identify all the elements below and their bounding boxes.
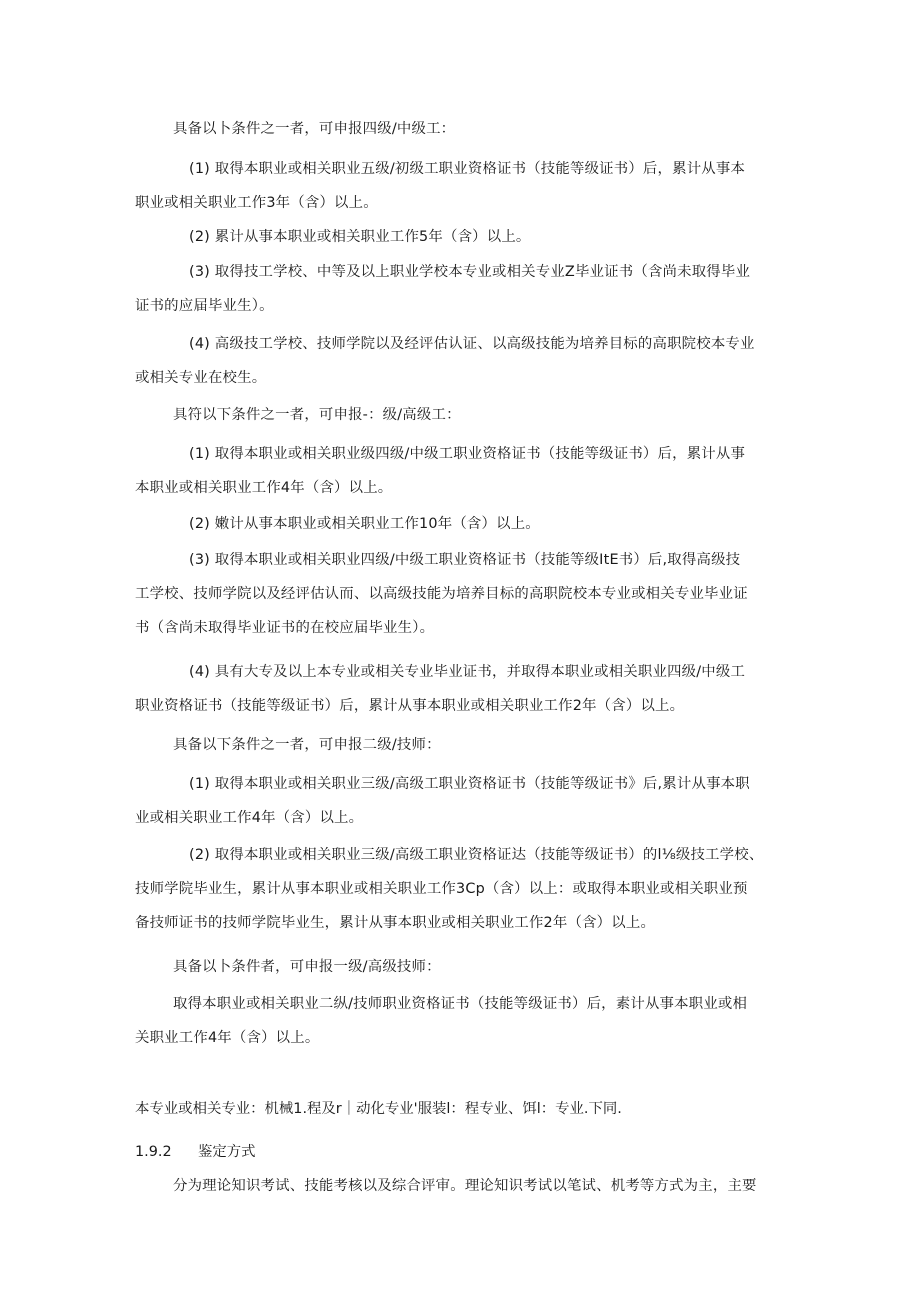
paragraph-advanced-cond-4 xyxy=(135,655,787,723)
text-line: (2) 嫩计从事本职业或相关职业工作10年（含）以上。 xyxy=(189,516,540,532)
section-title: 鉴定方式 xyxy=(198,1144,256,1160)
paragraph-technician-conditions xyxy=(135,728,787,762)
text-line: (1) 取得本职业或相关职业三级/高级工职业资格证书（技能等级证书》后,累计从事本职 xyxy=(189,776,750,792)
paragraph-technician-cond-2 xyxy=(135,838,787,940)
text-line: 证书的应届毕业生）。 xyxy=(135,298,274,314)
paragraph-technician-cond-1 xyxy=(135,767,787,835)
paragraph-advanced-cond-1 xyxy=(135,437,787,505)
paragraph-advanced-conditions xyxy=(135,398,787,432)
text-line: 职业资格证书（技能等级证书）后，累计从事本职业或相关职业工作2年（含）以上。 xyxy=(135,698,685,714)
text-line: 职业或相关职业工作3年（含）以上。 xyxy=(135,195,378,211)
text-line: (2) 累计从事本职业或相关职业工作5年（含）以上。 xyxy=(189,229,531,245)
text-line: (4) 具有大专及以上本专业或相关专业毕业证书，并取得本职业或相关职业四级/中级工 xyxy=(189,664,746,680)
text-line: (2) 取得本职业或相关职业三级/高级工职业资格证达（技能等级证书）的l⅛级技工学校、 xyxy=(189,847,764,863)
section-number: 1.9.2 xyxy=(135,1144,172,1160)
paragraph-intermediate-cond-3 xyxy=(135,255,787,323)
text-line: 分为理论知识考试、技能考核以及综合评审。理论知识考试以笔试、机考等方式为主，主要 xyxy=(173,1178,757,1194)
paragraph-intermediate-cond-4 xyxy=(135,327,787,395)
text-line: (1) 取得本职业或相关职业级四级/中级工职业资格证书（技能等级证书）后，累计从事 xyxy=(189,446,746,462)
section-heading xyxy=(135,1137,256,1167)
paragraph-intermediate-conditions xyxy=(135,112,787,146)
text-line: (1) 取得本职业或相关职业五级/初级工职业资格证书（技能等级证书）后，累计从事本 xyxy=(189,161,746,177)
text-line: 关职业工作4年（含）以上。 xyxy=(135,1030,320,1046)
text-line: 书（含尚未取得毕业证书的在校应届毕业生）。 xyxy=(135,620,435,636)
text-line: 具备以下条件之一者，可申报二级/技师： xyxy=(173,737,441,753)
text-line: 技师学院毕业生，累计从事本职业或相关职业工作3Cp（含）以上：或取得本职业或相关职业预 xyxy=(135,881,748,897)
text-line: (3) 取得技工学校、中等及以上职业学校本专业或相关专业Z毕业证书（含尚未取得毕业 xyxy=(189,264,751,280)
paragraph-intermediate-cond-1 xyxy=(135,152,787,220)
paragraph-senior-technician-cond xyxy=(135,987,787,1055)
paragraph-intermediate-cond-2 xyxy=(135,220,787,254)
text-line: 具符以下条件之一者，可申报-：级/高级工： xyxy=(173,407,461,423)
text-line: 具备以卜条件者，可申报一级/高级技师： xyxy=(173,959,441,975)
paragraph-advanced-cond-2 xyxy=(135,507,787,541)
text-line: (4) 高级技工学校、技师学院以及经评估认证、以高级技能为培养目标的高职院校本专业 xyxy=(189,336,755,352)
text-line: 工学校、技师学院以及经评估认而、以高级技能为培养目标的高职院校本专业或相关专业毕业证 xyxy=(135,586,748,602)
text-line: (3) 取得本职业或相关职业四级/中级工职业资格证书（技能等级ItE书）后,取得高级技 xyxy=(189,552,741,568)
text-line: 备技师证书的技师学院毕业生，累计从事本职业或相关职业工作2年（含）以上。 xyxy=(135,915,656,931)
text-line: 业或相关职业工作4年（含）以上。 xyxy=(135,810,364,826)
paragraph-assessment-method xyxy=(135,1169,787,1203)
related-majors-note: 本专业或相关专业：机械1.程及r｜动化专业'服装l：程专业、饵l：专业.下同. xyxy=(135,1101,622,1117)
text-line: 或相关专业在校生。 xyxy=(135,370,267,386)
paragraph-senior-technician-conditions xyxy=(135,950,787,984)
paragraph-advanced-cond-3 xyxy=(135,543,787,645)
text-line: 本职业或相关职业工作4年（含）以上。 xyxy=(135,480,393,496)
text-line: 具备以卜条件之一者，可申报四级/中级工： xyxy=(173,121,456,137)
text-line: 取得本职业或相关职业二纵/技师职业资格证书（技能等级证书）后，素计从事本职业或相 xyxy=(173,996,748,1012)
